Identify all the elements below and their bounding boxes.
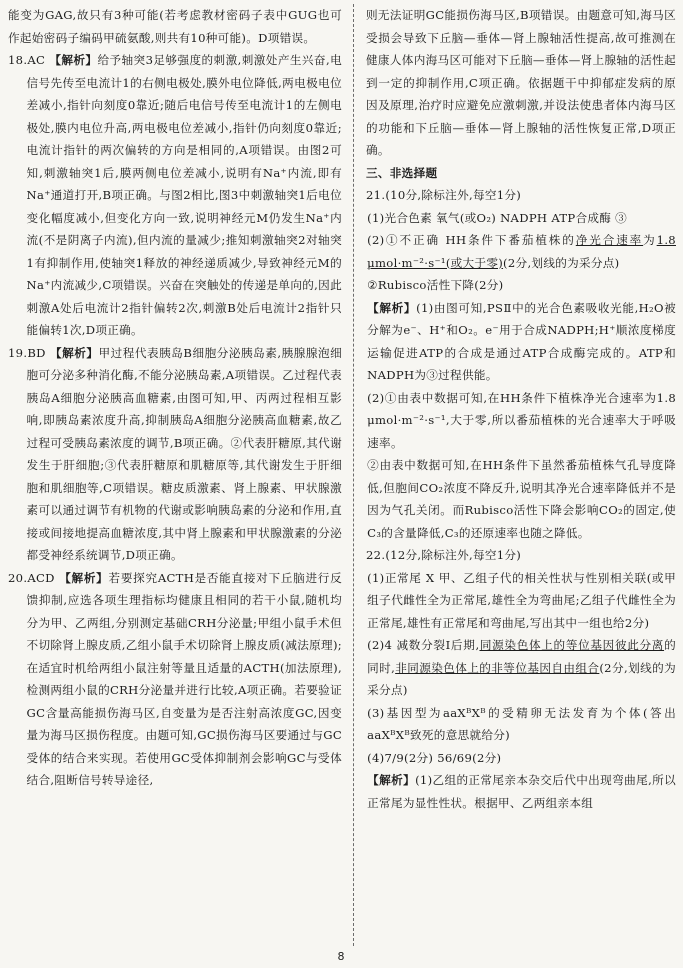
q20-tail: 则无法证明GC能损伤海马区,B项错误。由题意可知,海马区受损会导致下丘脑—垂体—肾上腺轴活性提高,故可推测在健康人体内海马区可能对下丘脑—垂体—肾上腺轴的活性起到一定的抑制作用,C项正确。依据题干中抑郁症发病的原因及原理,治疗时应避免应激刺激,并设法使患者体内海马区的功能和下丘脑—垂体—肾上腺轴的活性恢复正常,D项正确。 <box>366 8 676 157</box>
q21-2a-mid: 为 <box>643 233 657 247</box>
q21-2a-scoring-point-2: 1.8 μmol·m⁻²·s⁻¹(或大于零) <box>367 233 676 270</box>
q19-answer <box>8 342 342 567</box>
q22-explanation-text: (1)乙组的正常尾亲本杂交后代中出现弯曲尾,所以正常尾为显性性状。根据甲、乙两组亲本组 <box>367 773 676 810</box>
q18-part-c: 与图2相比,图3中刺激轴突1后电位变化幅度减小,但变化方向一致,说明神经元M仍发生Na⁺内流(不是阴离子内流),但内流的量减少;推知刺激轴突2对轴突1有抑制作用,使轴突1释放的神经递质减少,导致神经元M的Na⁺内流减少,C项错误。兴奋在突触处的传递是单向的,因此刺激A处后电流计2指针偏转2次,刺激B处后电流计2指针只能偏转1次,D项正确。 <box>26 188 342 337</box>
q20-tag: 【解析】 <box>59 570 109 585</box>
q22-2-scoring-point-2: 非同源染色体上的非等位基因自由组合 <box>395 660 600 675</box>
q18-part-b: 由图2可知,刺激轴突1后,膜两侧电位差减小,说明有Na⁺内流,即有Na⁺通道打开,B项正确。 <box>26 143 342 202</box>
q21-explanation-tag: 【解析】 <box>367 300 417 315</box>
q18-part-a: 给予轴突3足够强度的刺激,刺激处产生兴奋,电信号先传至电流计1的右侧电极处,膜外电位降低,两电极电位差减小,指针向刻度0靠近;随后电信号传至电流计1的左侧电极处,膜内电位升高,两电极电位差减小,指针仍向刻度0靠近;电流计指针的两次偏转的方向是相同的,A项错误。 <box>26 53 342 157</box>
q18-answer <box>8 49 342 342</box>
q19-text: 甲过程代表胰岛B细胞分泌胰岛素,胰腺腺泡细胞可分泌多种消化酶,不能分泌胰岛素,A项错误。乙过程代表胰岛A细胞分泌胰高血糖素,由图可知,甲、丙两过程相互影响,即胰岛素浓度升高,抑制胰岛A细胞分泌胰高血糖素,故乙过程可受胰岛素浓度的调节,B项正确。②代表肝糖原,其代谢发生于肝细胞;③代表肝糖原和肌糖原等,其代谢发生于肝细胞和肌细胞等,C项错误。糖皮质激素、肾上腺素、甲状腺激素可以通过调节有机物的代谢或影响胰岛素的分泌和作用,直接或间接地提高血糖浓度,其中肾上腺素和甲状腺激素的分泌都受神经系统调节,D项正确。 <box>26 345 342 562</box>
q21-part-2a <box>366 229 676 274</box>
q21-explanation-3: ②由表中数据可知,在HH条件下虽然番茄植株气孔导度降低,但胞间CO₂浓度不降反升,说明其净光合速率降低并不是因为气孔关闭。而Rubisco活性下降会影响CO₂的固定,使C₃的含量降低,C₃的还原速率也随之降低。 <box>367 458 676 540</box>
q22-2-mid: 的同时, <box>367 638 676 675</box>
q20-number: 20.ACD <box>8 570 55 585</box>
q18-tag: 【解析】 <box>49 53 98 67</box>
q22-explanation <box>366 769 676 814</box>
q21-part-2b: ②Rubisco活性下降(2分) <box>367 278 504 292</box>
q22-explanation-tag: 【解析】 <box>367 773 416 787</box>
q21-2a-scoring-point-1: 净光合速率 <box>575 233 644 247</box>
q18-number: 18.AC <box>8 53 46 67</box>
q22-part-2 <box>366 634 676 702</box>
q21-heading: 21.(10分,除标注外,每空1分) <box>366 188 522 202</box>
q21-explanation-1-text: (1)由图可知,PSⅡ中的光合色素吸收光能,H₂O被分解为e⁻、H⁺和O₂。e⁻用于合成NADPH;H⁺顺浓度梯度运输促进ATP的合成是通过ATP合成酶完成的。ATP和NADPH为③过程供能。 <box>367 300 676 382</box>
q17-tail: 能变为GAG,故只有3种可能(若考虑教材密码子表中GUG也可作起始密码子编码甲硫氨酸,则共有10种可能)。D项错误。 <box>8 8 342 45</box>
q19-number: 19.BD <box>8 345 46 360</box>
q21-explanation-1 <box>366 297 676 387</box>
q22-heading: 22.(12分,除标注外,每空1分) <box>366 548 522 562</box>
q22-2-scoring-point-1: 同源染色体上的等位基因彼此分离 <box>479 638 665 652</box>
q22-2-prefix: (2)4 减数分裂Ⅰ后期, <box>367 638 480 652</box>
column-divider <box>353 4 354 946</box>
q21-2a-suffix: (2分,划线的为采分点) <box>503 255 620 270</box>
q21-explanation-2: (2)①由表中数据可知,在HH条件下植株净光合速率为1.8 μmol·m⁻²·s⁻¹,大于零,所以番茄植株的光合速率大于呼吸速率。 <box>367 390 676 450</box>
q22-part-4: (4)7/9(2分) 56/69(2分) <box>367 750 502 765</box>
q22-2-suffix: (2分,划线的为采分点) <box>367 660 676 697</box>
left-column <box>8 4 342 944</box>
right-column <box>366 4 676 944</box>
q20-answer <box>8 567 342 792</box>
section-heading: 三、非选择题 <box>366 165 438 180</box>
q22-part-1: (1)正常尾 X 甲、乙组子代的相关性状与性别相关联(或甲组子代雌性全为正常尾,雄性全为弯曲尾;乙组子代雌性全为正常尾,雄性有正常尾和弯曲尾,写出其中一组也给2分) <box>367 570 676 630</box>
q19-tag: 【解析】 <box>50 345 99 360</box>
q20-text: 若要探究ACTH是否能直接对下丘脑进行反馈抑制,应选各项生理指标均健康且相同的若干小鼠,随机均分为甲、乙两组,分别测定基础CRH分泌量;甲组小鼠手术但不切除肾上腺皮质,乙组小鼠手术切除肾上腺皮质(减法原理);在适宜时机给两组小鼠注射等量且适量的ACTH(加法原理),检测两组小鼠的CRH分泌量并进行比较,A项正确。若要验证GC含量高能损伤海马区,自变量为是否注射高浓度GC,因变量为海马区损伤程度。由题可知,GC损伤海马区要通过与GC受体的结合来实现。若使用GC受体抑制剂会影响GC与受体结合,阻断信号转导途径, <box>26 570 342 787</box>
page-number: 8 <box>337 950 345 963</box>
q21-2a-prefix: (2)①不正确 HH条件下番茄植株的 <box>367 233 576 247</box>
q21-part-1: (1)光合色素 氧气(或O₂) NADPH ATP合成酶 ③ <box>367 210 628 225</box>
q22-part-3: (3)基因型为aaXᴮXᴮ的受精卵无法发育为个体(答出aaXᴮXᴮ致死的意思就给分) <box>367 705 676 742</box>
